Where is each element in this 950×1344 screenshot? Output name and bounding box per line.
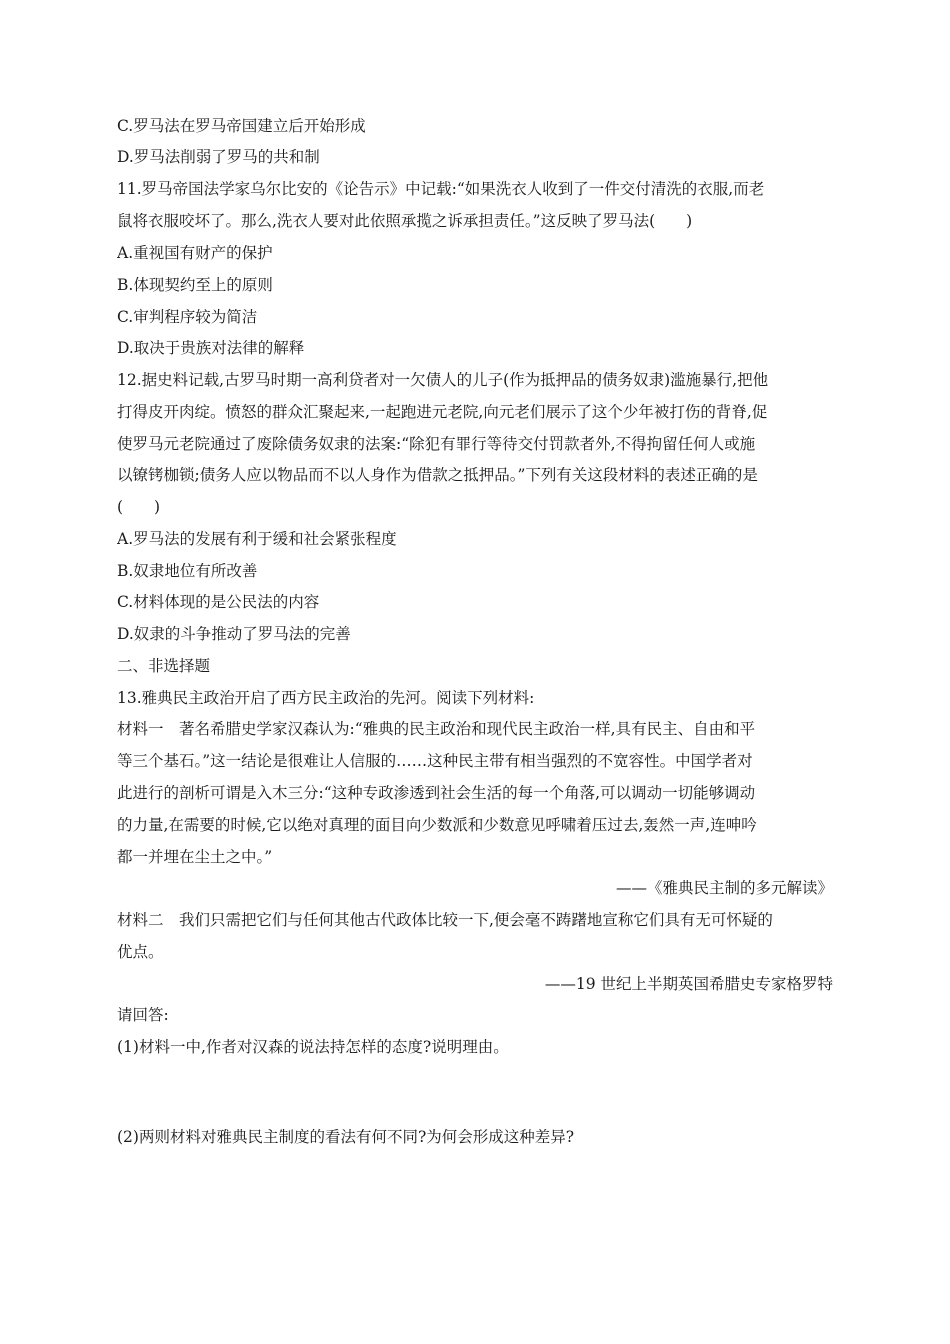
q11-option-c: C.审判程序较为简洁 [117,308,258,326]
q12-stem-line-5: ( ) [117,498,161,516]
q13-material-1-line-3: 此进行的剖析可谓是入木三分:“这种专政渗透到社会生活的每一个角落,可以调动一切能够调动 [117,784,756,802]
q12-option-d: D.奴隶的斗争推动了罗马法的完善 [117,625,351,643]
q13-material-1-source: ——《雅典民主制的多元解读》 [615,879,833,897]
q13-ask: 请回答: [117,1006,169,1024]
q12-option-b: B.奴隶地位有所改善 [117,562,258,580]
q10-option-c: C.罗马法在罗马帝国建立后开始形成 [117,117,366,135]
q11-stem-line-1: 11.罗马帝国法学家乌尔比安的《论告示》中记载:“如果洗衣人收到了一件交付清洗的衣服,而老 [117,180,765,198]
q12-stem-line-3: 使罗马元老院通过了废除债务奴隶的法案:“除犯有罪行等待交付罚款者外,不得拘留任何人或施 [117,435,756,453]
q10-option-d: D.罗马法削弱了罗马的共和制 [117,148,320,166]
q13-material-2-line-1: 材料二 我们只需把它们与任何其他古代政体比较一下,便会毫不踌躇地宣称它们具有无可怀疑的 [117,911,773,929]
q11-option-a: A.重视国有财产的保护 [117,244,273,262]
q12-stem-line-4: 以镣铐枷锁;债务人应以物品而不以人身作为借款之抵押品。”下列有关这段材料的表述正确的是 [117,466,758,484]
q13-intro: 13.雅典民主政治开启了西方民主政治的先河。阅读下列材料: [117,689,535,707]
q12-stem-line-2: 打得皮开肉绽。愤怒的群众汇聚起来,一起跑进元老院,向元老们展示了这个少年被打伤的背脊,促 [117,403,768,421]
q11-option-b: B.体现契约至上的原则 [117,276,273,294]
q12-option-a: A.罗马法的发展有利于缓和社会紧张程度 [117,530,397,548]
q13-material-2-line-2: 优点。 [117,943,164,961]
q12-stem-line-1: 12.据史料记载,古罗马时期一高利贷者对一欠债人的儿子(作为抵押品的债务奴隶)滥施暴行,把他 [117,371,769,389]
q11-option-d: D.取决于贵族对法律的解释 [117,339,305,357]
section-heading: 二、非选择题 [117,657,211,675]
q13-subquestion-2: (2)两则材料对雅典民主制度的看法有何不同?为何会形成这种差异? [117,1128,575,1146]
q13-material-1-line-2: 等三个基石。”这一结论是很难让人信服的……这种民主带有相当强烈的不宽容性。中国学者对 [117,752,753,770]
q13-subquestion-1: (1)材料一中,作者对汉森的说法持怎样的态度?说明理由。 [117,1038,509,1056]
q13-material-1-line-5: 都一并埋在尘土之中。” [117,848,273,866]
q13-material-2-source: ——19 世纪上半期英国希腊史专家格罗特 [544,975,833,993]
q13-material-1-line-4: 的力量,在需要的时候,它以绝对真理的面目向少数派和少数意见呼啸着压过去,轰然一声,连呻吟 [117,816,757,834]
q12-option-c: C.材料体现的是公民法的内容 [117,593,320,611]
q11-stem-line-2: 鼠将衣服咬坏了。那么,洗衣人要对此依照承揽之诉承担责任。”这反映了罗马法( ) [117,212,693,230]
q13-material-1-line-1: 材料一 著名希腊史学家汉森认为:“雅典的民主政治和现代民主政治一样,具有民主、自由和平 [117,720,756,738]
